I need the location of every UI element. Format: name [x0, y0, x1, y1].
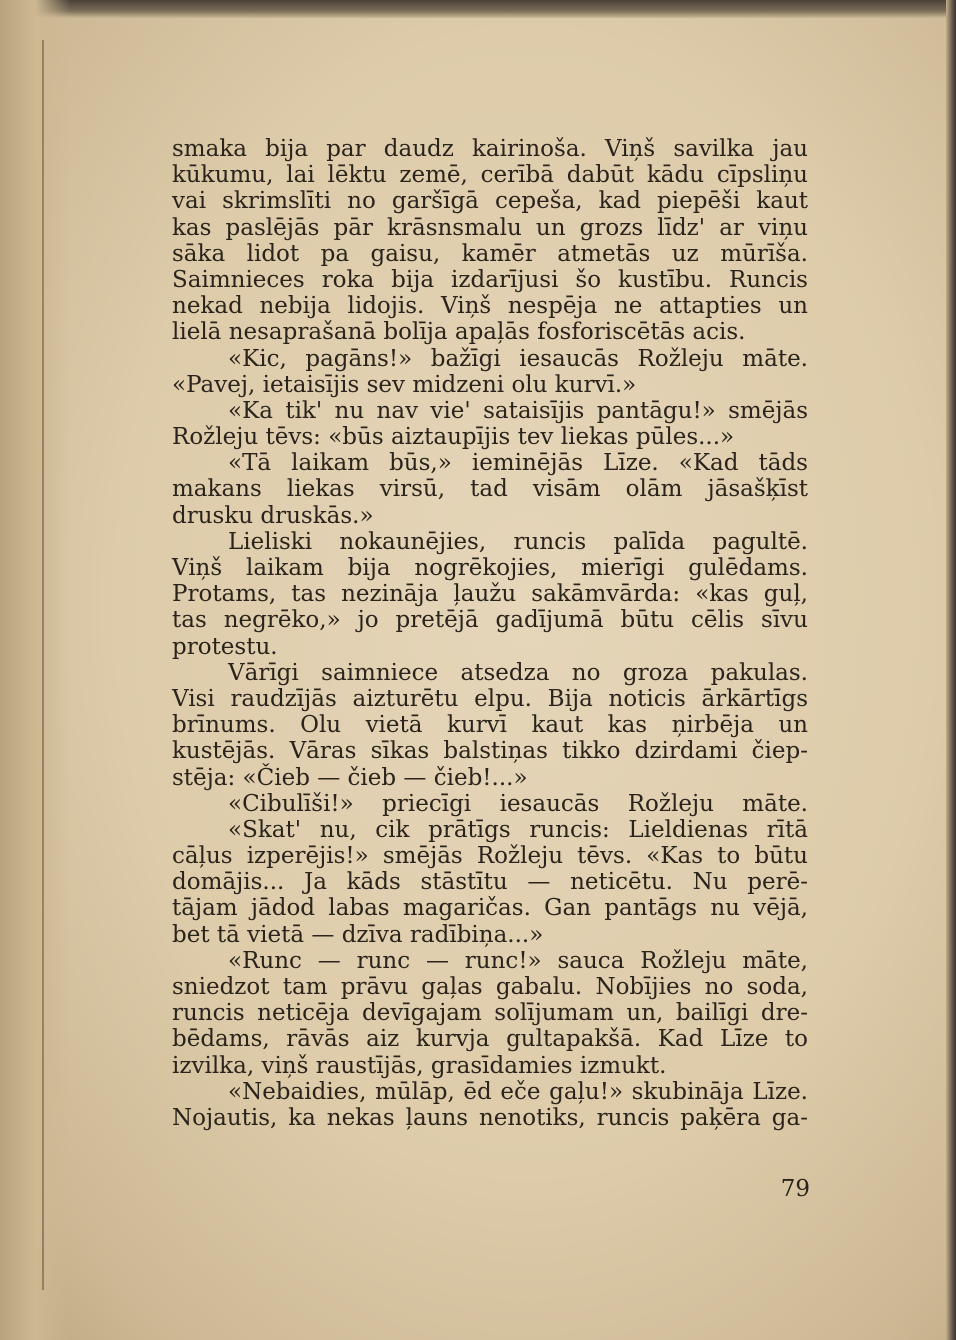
body-text — [172, 136, 808, 1131]
text-line: tas negrēko,» jo pretējā gadījumā būtu cēlis sīvu — [172, 607, 808, 634]
text-line: «Cibulīši!» priecīgi iesaucās Rožleju māte. — [228, 790, 808, 817]
text-line: Lieliski nokaunējies, runcis palīda pagultē. — [228, 528, 808, 555]
text-line: Nojautis, ka nekas ļauns nenotiks, runcis paķēra ga- — [172, 1104, 808, 1131]
text-line: izvilka, viņš raustījās, grasīdamies izmukt. — [172, 1052, 667, 1079]
text-line: «Skat' nu, cik prātīgs runcis: Lieldienas rītā — [228, 816, 808, 843]
text-line: nekad nebija lidojis. Viņš nespēja ne attapties un — [172, 293, 808, 320]
text-line: «Pavej, ietaisījis sev midzeni olu kurvī.» — [172, 371, 637, 398]
text-line: kustējās. Vāras sīkas balstiņas tikko dzirdami čiep- — [172, 738, 808, 765]
text-line: tājam jādod labas magaričas. Gan pantāgs nu vējā, — [172, 895, 808, 922]
text-line: Saimnieces roka bija izdarījusi šo kustību. Runcis — [172, 266, 808, 293]
text-line: «Runc — runc — runc!» sauca Rožleju māte, — [228, 947, 808, 974]
text-line: protestu. — [172, 633, 278, 660]
text-line: Rožleju tēvs: «būs aiztaupījis tev liekas pūles...» — [172, 424, 735, 451]
text-line: Vārīgi saimniece atsedza no groza pakulas. — [228, 659, 808, 686]
text-line: vai skrimslīti no garšīgā cepeša, kad piepēši kaut — [172, 188, 808, 215]
text-line: lielā nesaprašanā bolīja apaļās fosforiscētās acis. — [172, 319, 746, 346]
text-line: kas paslējās pār krāsnsmalu un grozs līdz' ar viņu — [172, 214, 808, 241]
page-number: 79 — [780, 1176, 810, 1202]
text-line: stēja: «Čieb — čieb — čieb!...» — [172, 764, 528, 791]
text-line: sāka lidot pa gaisu, kamēr atmetās uz mūrīša. — [172, 240, 808, 267]
page-gutter — [0, 0, 70, 1340]
text-line: bet tā vietā — dzīva radībiņa...» — [172, 921, 544, 948]
text-line: kūkumu, lai lēktu zemē, cerībā dabūt kādu cīpsliņu — [172, 162, 808, 189]
text-line: Protams, tas nezināja ļaužu sakāmvārda: «kas guļ, — [172, 581, 808, 608]
text-line: bēdams, rāvās aiz kurvja gultapakšā. Kad Līze to — [172, 1026, 808, 1053]
text-line: sniedzot tam prāvu gaļas gabalu. Nobījies no soda, — [172, 974, 808, 1000]
text-line: cāļus izperējis!» smējās Rožleju tēvs. «Kas to būtu — [172, 843, 808, 870]
text-line: «Ka tik' nu nav vie' sataisījis pantāgu!» smējās — [228, 397, 808, 424]
binding-line — [42, 40, 44, 1290]
text-line: «Kic, pagāns!» bažīgi iesaucās Rožleju māte. — [228, 345, 808, 372]
text-line: «Tā laikam būs,» ieminējās Līze. «Kad tāds — [228, 450, 808, 477]
text-line: drusku druskās.» — [172, 502, 374, 529]
page-top-edge — [0, 0, 956, 18]
text-line: Visi raudzījās aizturētu elpu. Bija noticis ārkārtīgs — [172, 685, 808, 712]
text-line: smaka bija par daudz kairinoša. Viņš savilka jau — [172, 136, 808, 162]
text-line: Viņš laikam bija nogrēkojies, mierīgi gulēdams. — [172, 555, 808, 581]
text-line: «Nebaidies, mūlāp, ēd eče gaļu!» skubināja Līze. — [228, 1078, 808, 1105]
text-line: brīnums. Olu vietā kurvī kaut kas ņirbēja un — [172, 712, 808, 739]
text-line: domājis... Ja kāds stāstītu — neticētu. Nu perē- — [172, 869, 808, 896]
page-right-edge — [946, 0, 956, 1340]
text-line: runcis neticēja devīgajam solījumam un, bailīgi dre- — [172, 1000, 808, 1027]
text-line: makans liekas virsū, tad visām olām jāsašķīst — [172, 476, 808, 503]
